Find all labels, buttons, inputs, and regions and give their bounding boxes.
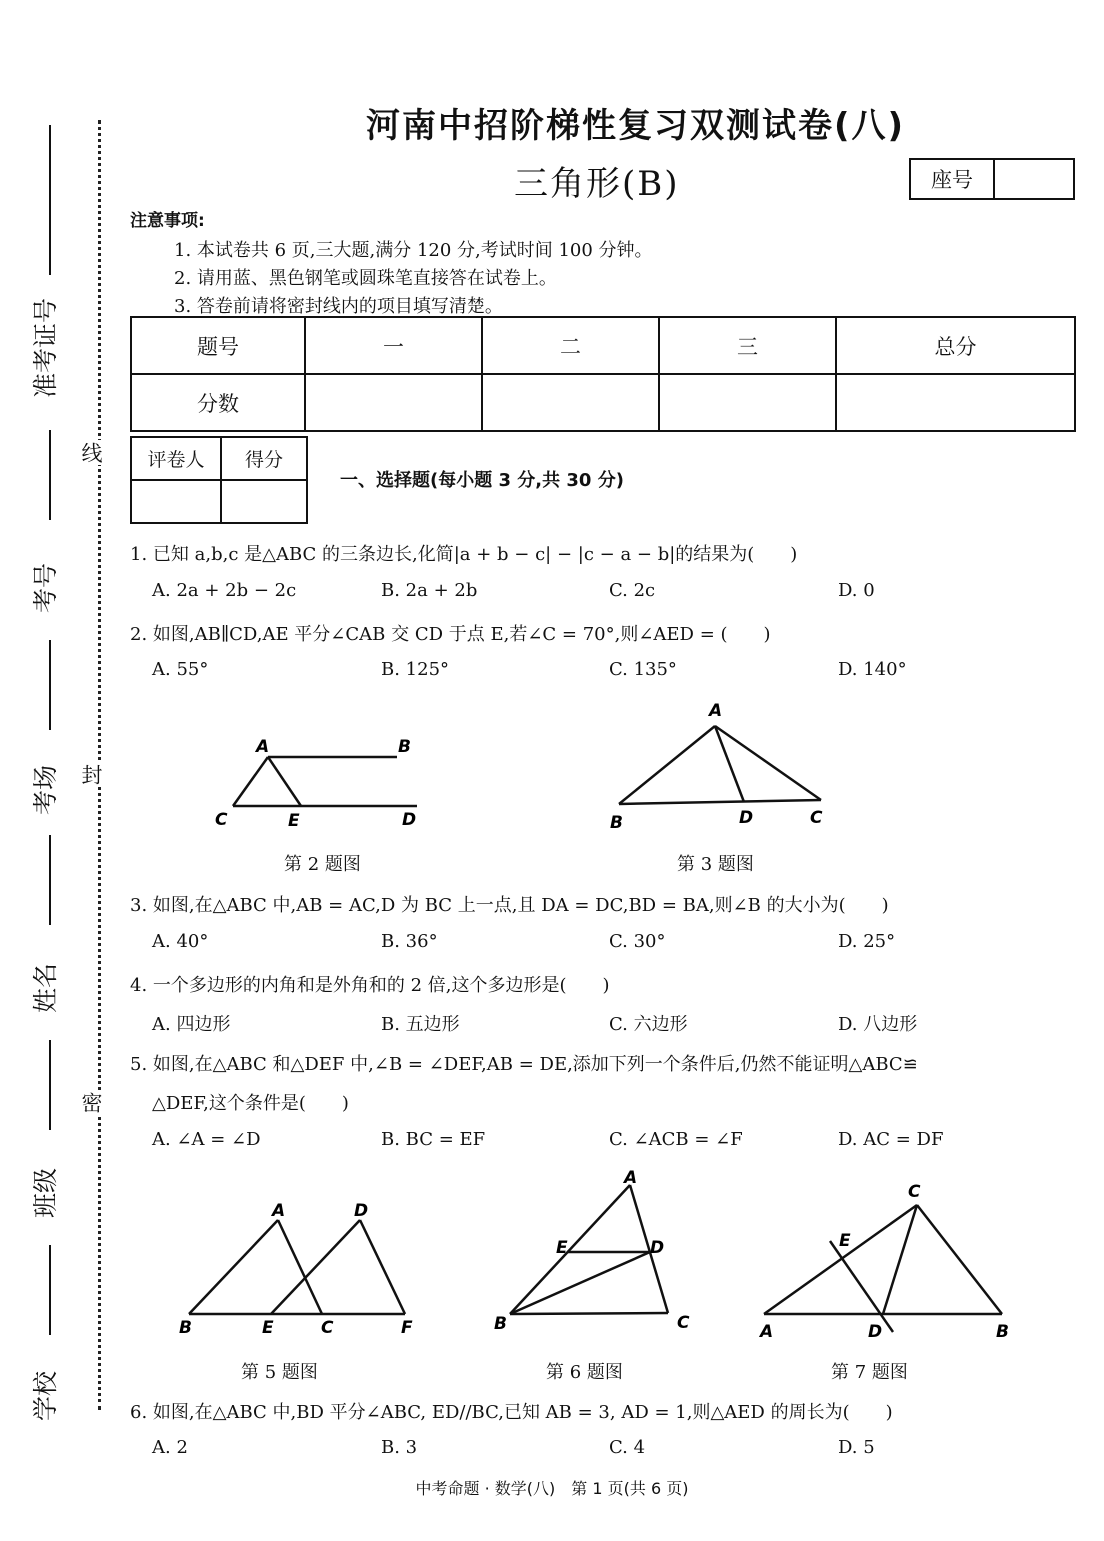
fig3-label: C	[810, 808, 823, 828]
score-input[interactable]	[305, 374, 482, 431]
figure-5	[175, 1200, 425, 1340]
section-heading: 一、选择题(每小题 3 分,共 30 分)	[340, 470, 624, 491]
option: B. 3	[381, 1437, 418, 1458]
fig6-label: A	[624, 1168, 638, 1188]
option: C. 六边形	[609, 1014, 688, 1035]
option: A. 2a + 2b − 2c	[152, 580, 297, 601]
fig6-label: B	[494, 1314, 507, 1334]
option: D. 5	[838, 1437, 875, 1458]
option: C. 4	[609, 1437, 646, 1458]
page-footer: 中考命题 · 数学(八) 第 1 页(共 6 页)	[415, 1479, 689, 1498]
question-stem: 2. 如图,AB∥CD,AE 平分∠CAB 交 CD 于点 E,若∠C = 70°,则∠AED = ( )	[130, 624, 771, 645]
exam-title: 河南中招阶梯性复习双测试卷(八)	[366, 106, 906, 146]
field-class: 班级	[31, 1167, 60, 1218]
fig5-label: D	[354, 1201, 369, 1221]
option: B. 125°	[381, 659, 450, 680]
field-name: 姓名	[31, 962, 60, 1013]
score-label: 得分	[221, 437, 307, 480]
question-stem: 5. 如图,在△ABC 和△DEF 中,∠B = ∠DEF,AB = DE,添加下列一个条件后,仍然不能证明△ABC≌	[130, 1054, 918, 1075]
seal-mark-xian: 线	[79, 442, 103, 463]
fig6-label: D	[650, 1238, 665, 1258]
question-stem: 3. 如图,在△ABC 中,AB = AC,D 为 BC 上一点,且 DA = DC,BD = BA,则∠B 的大小为( )	[130, 895, 889, 916]
score-input[interactable]	[221, 480, 307, 523]
score-cell: 二	[482, 317, 659, 374]
fig5-label: B	[179, 1318, 192, 1338]
fig2-label: B	[398, 737, 411, 757]
fig3-label: D	[739, 808, 754, 828]
field-zkzh: 准考证号	[31, 297, 60, 398]
field-line	[49, 125, 51, 275]
option: B. 五边形	[381, 1014, 460, 1035]
field-line	[49, 835, 51, 925]
figure-caption: 第 2 题图	[284, 854, 361, 875]
fig3-label: A	[709, 701, 723, 721]
seat-number-box	[909, 158, 1075, 200]
fig2-label: E	[288, 811, 300, 831]
seat-input[interactable]	[995, 160, 1073, 198]
option: A. 40°	[152, 931, 209, 952]
figure-caption: 第 3 题图	[677, 854, 754, 875]
field-line	[49, 1245, 51, 1335]
option: C. ∠ACB = ∠F	[609, 1129, 743, 1150]
option: D. 0	[838, 580, 875, 601]
reviewer-input[interactable]	[131, 480, 221, 523]
fig2-label: A	[256, 737, 270, 757]
option: D. 八边形	[838, 1014, 918, 1035]
field-kaohao: 考号	[31, 562, 60, 613]
option: A. 55°	[152, 659, 209, 680]
score-table	[130, 316, 1076, 432]
fig7-label: B	[996, 1322, 1009, 1342]
reviewer-label: 评卷人	[131, 437, 221, 480]
option: D. 25°	[838, 931, 896, 952]
score-table-header-row	[131, 317, 1075, 374]
option: D. 140°	[838, 659, 907, 680]
question-stem: 1. 已知 a,b,c 是△ABC 的三条边长,化简|a + b − c| − |c − a − b|的结果为( )	[130, 544, 798, 565]
option: C. 2c	[609, 580, 656, 601]
fig7-label: A	[760, 1322, 774, 1342]
fig3-label: B	[610, 813, 623, 833]
question-stem: 6. 如图,在△ABC 中,BD 平分∠ABC, ED//BC,已知 AB = 3, AD = 1,则△AED 的周长为( )	[130, 1402, 893, 1423]
fig7-label: D	[868, 1322, 883, 1342]
score-input[interactable]	[836, 374, 1075, 431]
fig5-label: E	[262, 1318, 274, 1338]
field-line	[49, 1040, 51, 1130]
exam-subtitle: 三角形(B)	[514, 164, 680, 204]
field-kaochang: 考场	[31, 764, 60, 815]
notice-item: 2. 请用蓝、黑色钢笔或圆珠笔直接答在试卷上。	[174, 268, 557, 289]
option: B. BC = EF	[381, 1129, 486, 1150]
notice-heading: 注意事项:	[130, 211, 205, 231]
seat-label: 座号	[911, 160, 995, 198]
figure-caption: 第 7 题图	[831, 1362, 908, 1383]
option: A. 四边形	[152, 1014, 231, 1035]
fig5-label: C	[321, 1318, 334, 1338]
option: A. 2	[152, 1437, 188, 1458]
fig5-label: A	[272, 1201, 286, 1221]
score-cell: 题号	[131, 317, 305, 374]
notice-item: 3. 答卷前请将密封线内的项目填写清楚。	[174, 296, 503, 317]
question-stem: 4. 一个多边形的内角和是外角和的 2 倍,这个多边形是( )	[130, 975, 610, 996]
field-line	[49, 640, 51, 730]
score-cell: 一	[305, 317, 482, 374]
fig2-label: D	[402, 810, 417, 830]
option: C. 30°	[609, 931, 666, 952]
field-school: 学校	[31, 1370, 60, 1421]
option: A. ∠A = ∠D	[152, 1129, 261, 1150]
grader-table	[130, 436, 308, 524]
score-cell: 三	[659, 317, 836, 374]
seal-mark-feng: 封	[79, 764, 103, 785]
fig2-label: C	[215, 810, 228, 830]
score-cell: 总分	[836, 317, 1075, 374]
notice-item: 1. 本试卷共 6 页,三大题,满分 120 分,考试时间 100 分钟。	[174, 240, 653, 261]
score-cell: 分数	[131, 374, 305, 431]
figure-3	[605, 698, 835, 833]
fig5-label: F	[401, 1318, 413, 1338]
fig7-label: C	[908, 1182, 921, 1202]
fig6-label: C	[677, 1313, 690, 1333]
figure-7	[755, 1178, 1025, 1343]
seal-mark-mi: 密	[79, 1092, 103, 1113]
score-input[interactable]	[659, 374, 836, 431]
question-stem-continued: △DEF,这个条件是( )	[152, 1093, 349, 1114]
score-input[interactable]	[482, 374, 659, 431]
figure-caption: 第 5 题图	[241, 1362, 318, 1383]
fig6-label: E	[556, 1238, 568, 1258]
option: B. 36°	[381, 931, 438, 952]
figure-6	[490, 1165, 710, 1340]
field-line	[49, 430, 51, 520]
option: C. 135°	[609, 659, 677, 680]
score-table-score-row	[131, 374, 1075, 431]
option: B. 2a + 2b	[381, 580, 478, 601]
figure-2	[205, 730, 435, 840]
fig7-label: E	[839, 1231, 851, 1251]
option: D. AC = DF	[838, 1129, 944, 1150]
figure-caption: 第 6 题图	[546, 1362, 623, 1383]
